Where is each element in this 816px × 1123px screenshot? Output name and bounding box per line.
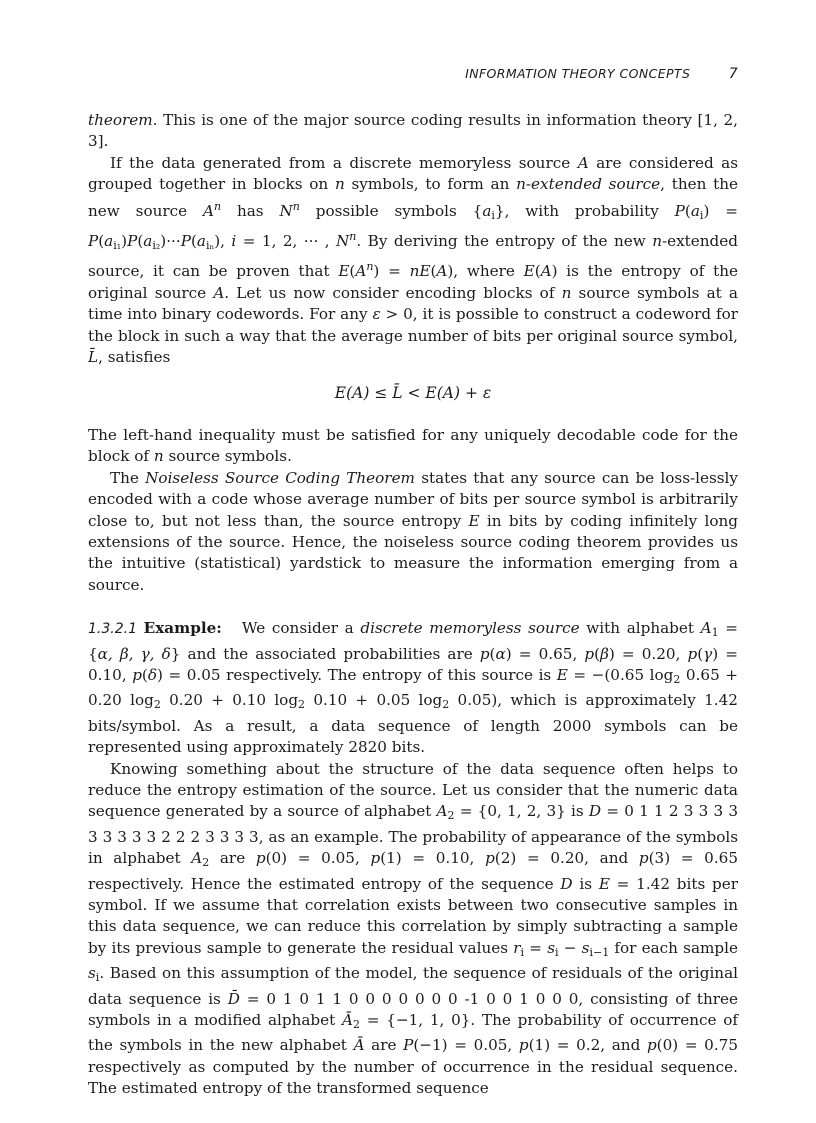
paragraph-example-text: We consider a discrete memoryless source with alphabet $A_1 = \{\alpha$, β, γ, δ} and the associated probabilities are p(α) = 0.65, p(β) = 0.20, p(γ) = 0.10, p(δ) = 0.05 respectively. The entropy of this source is E = −(0.65 $\log_2 0.65 + 0.20$ $\log_2 0.20 + 0.10$ $\log_2 0.10 + 0.05$ $\log_2 0.05$), which is approximately 1.42 bits/symbol. As a result, a data sequence of length 2000 symbols can be represented using approximately 2820 bits. xyxy=(88,619,739,757)
paragraph-theorem-citation: theorem. This is one of the major source coding results in information theory [1, 2, 3]. xyxy=(88,111,738,151)
page-body xyxy=(88,110,738,1100)
section-title: Example: xyxy=(143,619,222,638)
equation-average-bits-bound: E(A) ≤ L̄ < E(A) + ε xyxy=(334,384,492,403)
section-number: 1.3.2.1 xyxy=(88,621,137,638)
paragraph-n-extended-source: If the data generated from a discrete memoryless source A are considered as grouped together in blocks on n symbols, to form an n-extended source, then the new source $A^n$ has $N^n$ possible symbols $\{a_i\}$, with probability $P(a_i) = P(a_{i_1})P(a_{i_2})\cdot\cdot\cdot P(a_{i_n})$, i = 1, 2, ··· , $N^n$. By deriving the entropy of the new n-extended source, it can be proven that $E(A^n) = nE(A)$, where E(A) is the entropy of the original source A. Let us now consider encoding blocks of n source symbols at a time into binary codewords. For any ε > 0, it is possible to construct a codeword for the block in such a way that the average number of bits per original source symbol, L̄, satisfies xyxy=(88,153,739,367)
paragraph-example xyxy=(88,618,738,758)
running-header xyxy=(88,66,738,82)
page-number: 7 xyxy=(728,66,738,82)
paragraph-noiseless-coding-theorem: The Noiseless Source Coding Theorem states that any source can be loss-lessly encoded with a code whose average number of bits per source symbol is arbitrarily close to, but not less than, the source entropy E in bits by coding infinitely long extensions of the source. Hence, the noiseless source coding theorem provides us the intuitive (statistical) yardstick to measure the information emerging from a source. xyxy=(88,468,738,594)
paragraph-left-hand-inequality: The left-hand inequality must be satisfied for any uniquely decodable code for the block of n source symbols. xyxy=(88,425,738,466)
running-title: INFORMATION THEORY CONCEPTS xyxy=(465,66,691,81)
paragraph-residual-sequence: Knowing something about the structure of the data sequence often helps to reduce the entropy estimation of the source. Let us consider that the numeric data sequence generated by a source of alphabet $A_2 = \{0$, 1, 2, 3} is D = 0 1 1 2 3 3 3 3 3 3 3 3 3 2 2 2 3 3 3 3, as an example. The probability of appearance of the symbols in alphabet $A_2$ are p(0) = 0.05, p(1) = 0.10, p(2) = 0.20, and p(3) = 0.65 respectively. Hence the estimated entropy of the sequence D is E = 1.42 bits per symbol. If we assume that correlation exists between two consecutive samples in this data sequence, we can reduce this correlation by simply subtracting a sample by its previous sample to generate the residual values $r_i = s_i - s_{i-1}$ for each sample $s_i$. Based on this assumption of the model, the sequence of residuals of the original data sequence is D̄ = 0 1 0 1 1 0 0 0 0 0 0 0 -1 0 0 1 0 0 0, consisting of three symbols in a modified alphabet $Ā_2 = \{-1$, 1, 0}. The probability of occurrence of the symbols in the new alphabet Ā are P(−1) = 0.05, p(1) = 0.2, and p(0) = 0.75 respectively as computed by the number of occurrence in the residual sequence. The estimated entropy of the transformed sequence xyxy=(88,759,739,1098)
